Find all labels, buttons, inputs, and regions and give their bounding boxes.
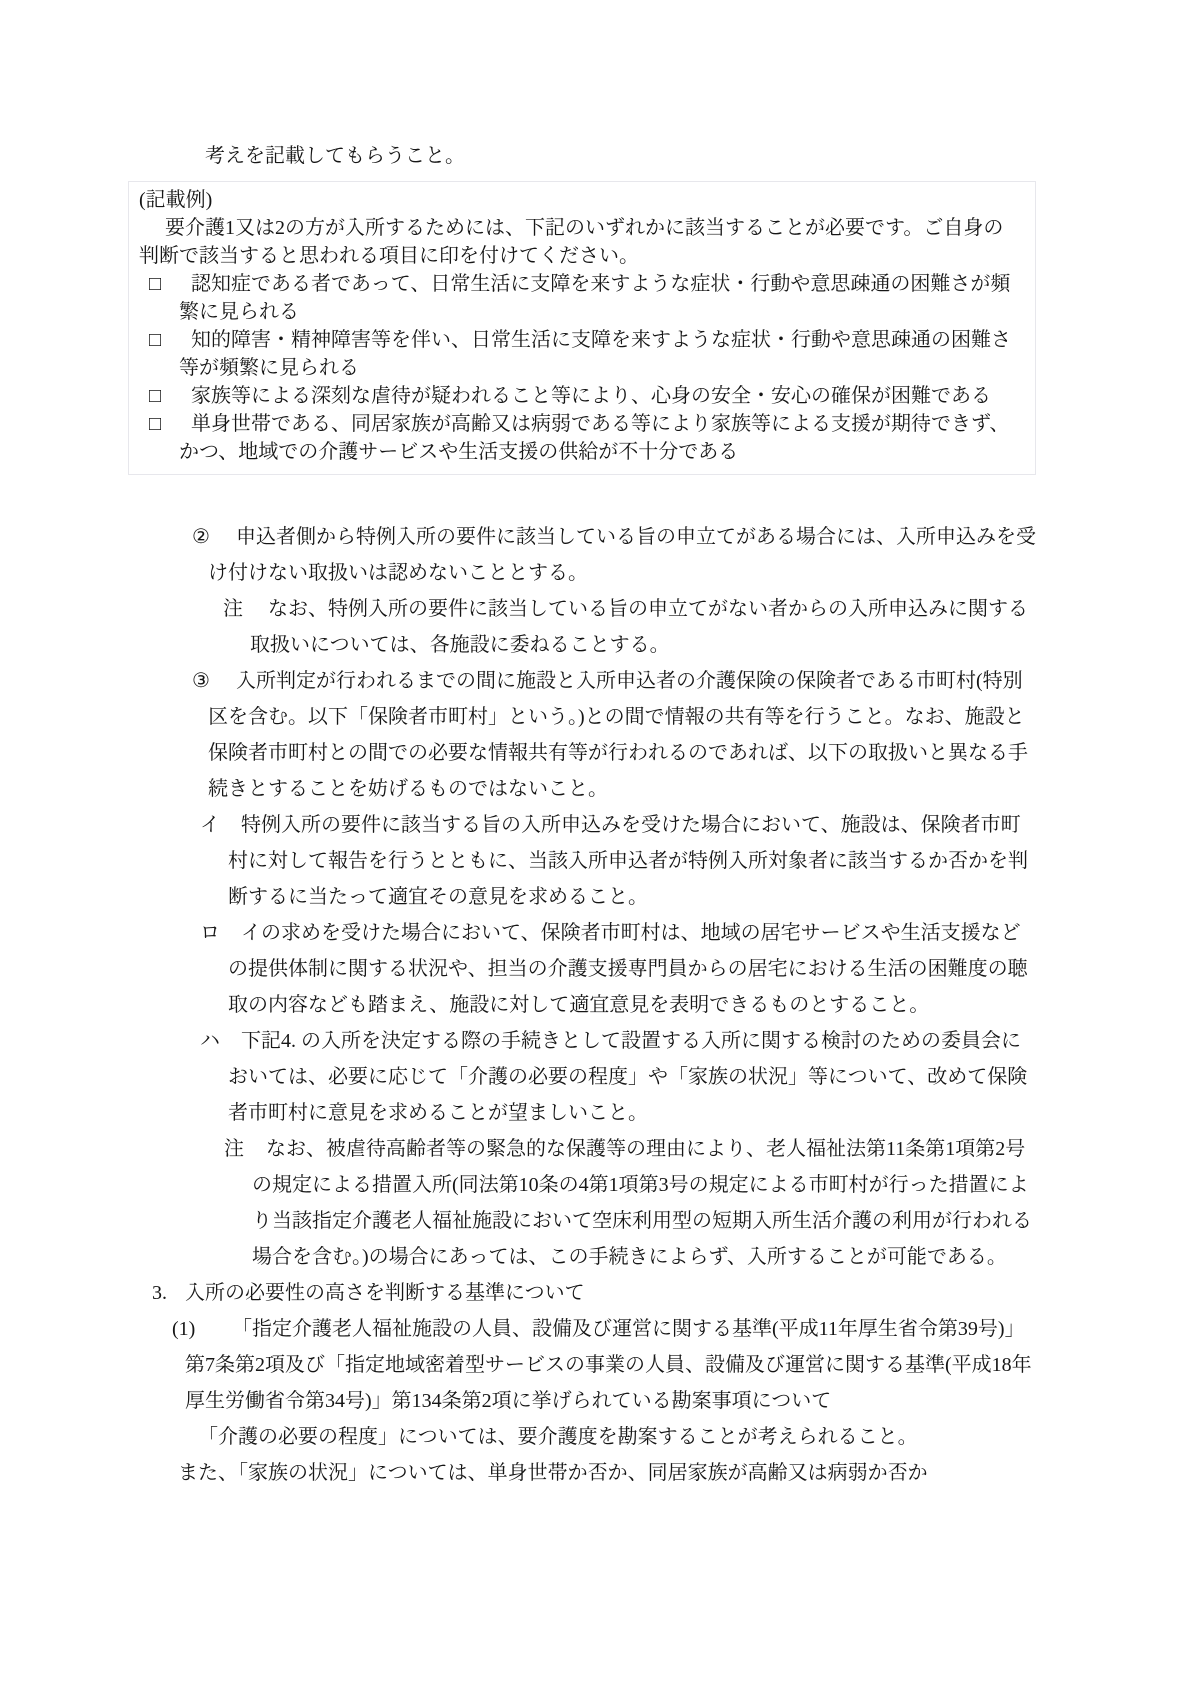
checkbox-item [139,326,1023,382]
paragraph-text: 「指定介護老人福祉施設の人員、設備及び運営に関する基準(平成11年厚生省令第39号)」第7条第2項及び「指定地域密着型サービスの事業の人員、設備及び運営に関する基準(平成18年厚生労働省令第34号)」第134条第2項に挙げられている勘案事項について [185,1318,1032,1412]
doc-paragraph-2 [128,663,1040,807]
checkbox-item-label: 家族等による深刻な虐待が疑われること等により、心身の安全・安心の確保が困難である [191,385,991,407]
checkbox-item-label: 認知症である者であって、日常生活に支障を来すような症状・行動や意思疎通の困難さが頻繁に見られる [179,273,1011,323]
paragraph-text: また、「家族の状況」については、単身世帯か否か、同居家族が高齢又は病弱か否か [178,1462,928,1484]
paragraph-text: なお、被虐待高齢者等の緊急的な保護等の理由により、老人福祉法第11条第1項第2号の規定による措置入所(同法第10条の4第1項第3号の規定による市町村が行った措置により当該指定介護老人福祉施設において空床利用型の短期入所生活介護の利用が行われる場合を含む。)の場合にあっては、この手続きによらず、入所することが可能である。 [252,1138,1032,1268]
paragraph-marker: イ [200,814,220,836]
doc-paragraph-3 [128,807,1040,915]
paragraph-marker: 注 [223,598,243,620]
paragraph-list [128,519,1040,1491]
doc-paragraph-1 [128,591,1040,663]
paragraph-text: 申込者側から特例入所の要件に該当している旨の申立てがある場合には、入所申込みを受け付けない取扱いは認めないこととする。 [208,526,1036,584]
checkbox-item-label: 知的障害・精神障害等を伴い、日常生活に支障を来すような症状・行動や意思疎通の困難さ等が頻繁に見られる [179,329,1011,379]
paragraph-text: イの求めを受けた場合において、保険者市町村は、地域の居宅サービスや生活支援などの提供体制に関する状況や、担当の介護支援専門員からの居宅における生活の困難度の聴取の内容なども踏まえ、施設に対して適宜意見を表明できるものとすること。 [228,922,1028,1016]
doc-paragraph-6 [128,1131,1040,1275]
example-box [128,181,1036,475]
paragraph-text: 入所の必要性の高さを判断する基準について [185,1282,585,1304]
paragraph-marker: ロ [200,922,220,944]
paragraph-marker: ハ [200,1030,220,1052]
example-box-title: (記載例) [139,189,213,211]
paragraph-text: 特例入所の要件に該当する旨の入所申込みを受けた場合において、施設は、保険者市町村に対して報告を行うとともに、当該入所申込者が特例入所対象者に該当するか否かを判断するに当たって適宜その意見を求めること。 [228,814,1028,908]
paragraph-marker: ② [192,526,210,548]
doc-paragraph-7 [128,1275,1040,1311]
paragraph-marker: 3. [152,1282,167,1304]
checkbox-icon[interactable]: □ [149,273,162,295]
example-box-lead: 要介護1又は2の方が入所するためには、下記のいずれかに該当することが必要です。ご自身の判断で該当すると思われる項目に印を付けてください。 [139,217,1004,267]
paragraph-text: 「介護の必要の程度」については、要介護度を勘案することが考えられること。 [198,1426,918,1448]
doc-paragraph-10 [128,1455,1040,1491]
intro-continuation-line: 考えを記載してもらうこと。 [205,145,465,167]
doc-paragraph-0 [128,519,1040,591]
paragraph-text: 入所判定が行われるまでの間に施設と入所申込者の介護保険の保険者である市町村(特別区を含む。以下「保険者市町村」という。)との間で情報の共有等を行うこと。なお、施設と保険者市町村との間での必要な情報共有等が行われるのであれば、以下の取扱いと異なる手続きとすることを妨げるものではないこと。 [208,670,1028,800]
paragraph-marker: 注 [224,1138,244,1160]
paragraph-marker: (1) [172,1318,196,1340]
checkbox-list [139,270,1023,466]
doc-paragraph-4 [128,915,1040,1023]
doc-paragraph-5 [128,1023,1040,1131]
checkbox-item [139,270,1023,326]
checkbox-item [139,382,1023,410]
checkbox-item-label: 単身世帯である、同居家族が高齢又は病弱である等により家族等による支援が期待できず、かつ、地域での介護サービスや生活支援の供給が不十分である [179,413,1010,463]
checkbox-icon[interactable]: □ [149,329,162,351]
checkbox-icon[interactable]: □ [149,413,162,435]
checkbox-item [139,410,1023,466]
paragraph-text: なお、特例入所の要件に該当している旨の申立てがない者からの入所申込みに関する取扱いについては、各施設に委ねることする。 [250,598,1028,656]
paragraph-text: 下記4. の入所を決定する際の手続きとして設置する入所に関する検討のための委員会においては、必要に応じて「介護の必要の程度」や「家族の状況」等について、改めて保険者市町村に意見を求めることが望ましいこと。 [228,1030,1028,1124]
doc-paragraph-9 [128,1419,1040,1455]
doc-paragraph-8 [128,1311,1040,1419]
checkbox-icon[interactable]: □ [149,385,162,407]
paragraph-marker: ③ [192,670,210,692]
